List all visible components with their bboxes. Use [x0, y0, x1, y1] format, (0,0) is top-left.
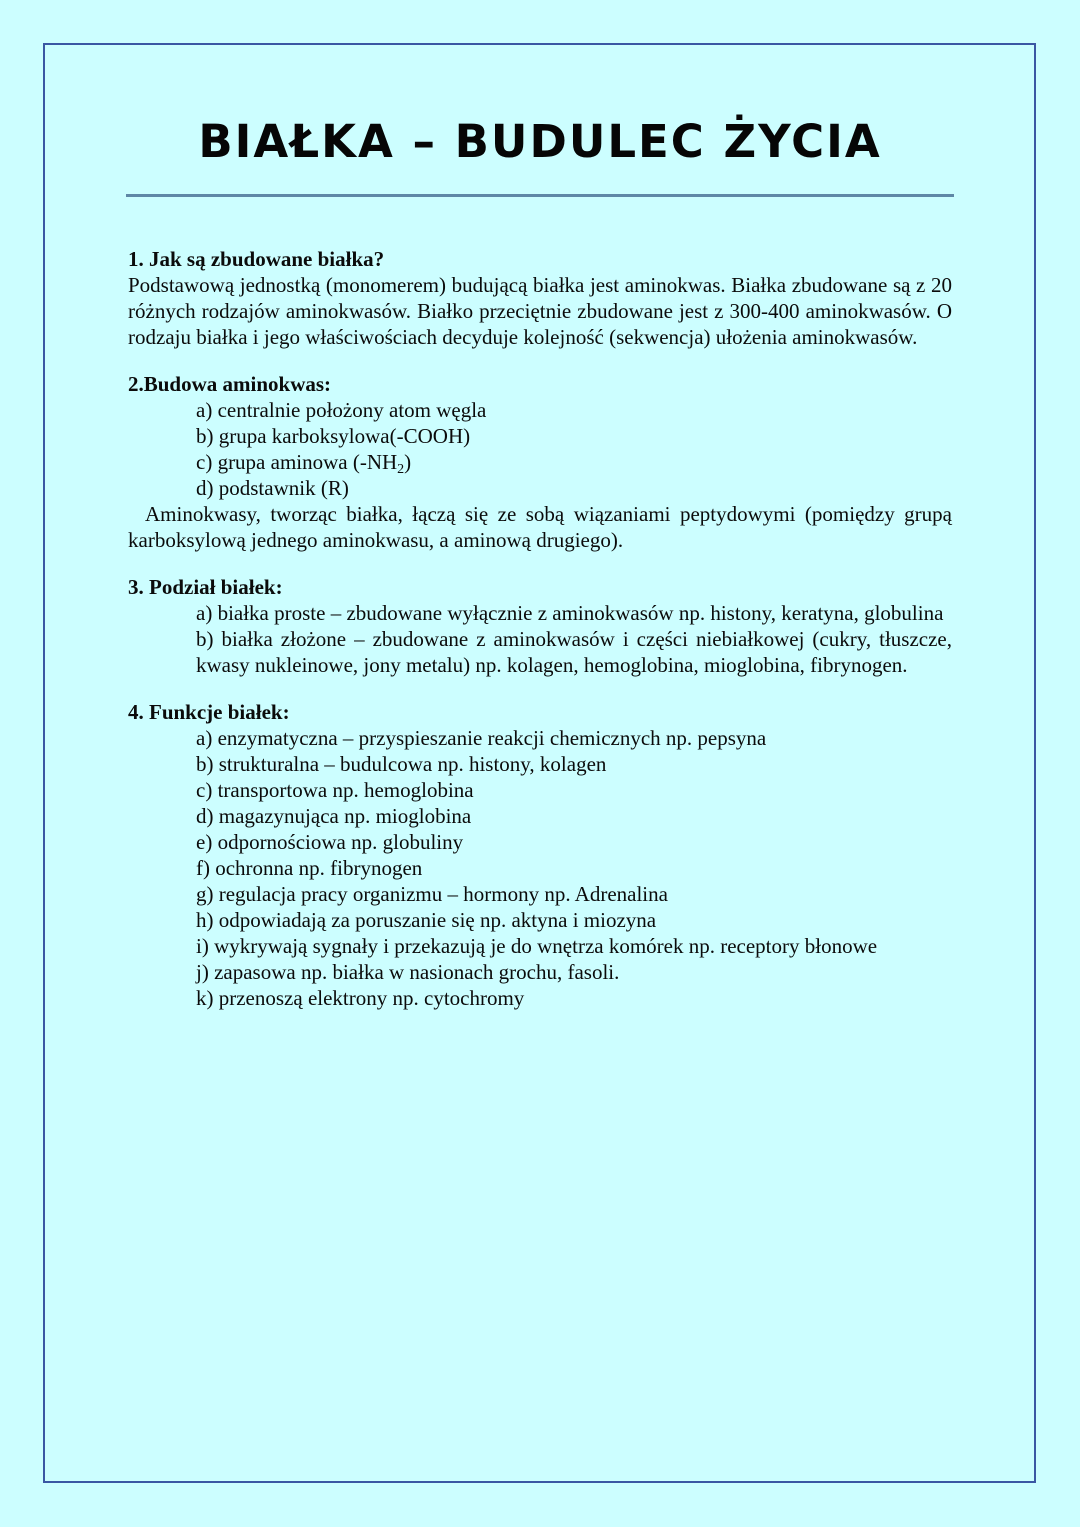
- list-item: e) odpornościowa np. globuliny: [196, 830, 464, 854]
- section-2-list: [128, 397, 952, 501]
- section-1-heading: 1. Jak są zbudowane białka?: [128, 247, 385, 271]
- list-item: b) grupa karboksylowa(-COOH): [196, 424, 471, 448]
- section-protein-classification: [128, 574, 952, 678]
- list-item: f) ochronna np. fibrynogen: [196, 856, 423, 880]
- list-item: k) przenoszą elektrony np. cytochromy: [196, 986, 525, 1010]
- list-item: b) strukturalna – budulcowa np. histony, kolagen: [196, 752, 607, 776]
- list-item: i) wykrywają sygnały i przekazują je do wnętrza komórek np. receptory błonowe: [196, 934, 878, 958]
- list-item: d) podstawnik (R): [196, 476, 349, 500]
- section-4-heading: 4. Funkcje białek:: [128, 700, 290, 724]
- section-2-heading: 2.Budowa aminokwas:: [128, 372, 332, 396]
- section-amino-acid-structure: [128, 371, 952, 553]
- list-item: a) białka proste – zbudowane wyłącznie z aminokwasów np. histony, keratyna, globulina: [196, 601, 944, 625]
- list-item: c) transportowa np. hemoglobina: [196, 778, 474, 802]
- list-item: g) regulacja pracy organizmu – hormony np. Adrenalina: [196, 882, 668, 906]
- list-item: d) magazynująca np. mioglobina: [196, 804, 472, 828]
- list-item: a) centralnie położony atom węgla: [196, 398, 487, 422]
- chemical-subscript: 2: [397, 462, 405, 477]
- list-item: h) odpowiadają za poruszanie się np. aktyna i miozyna: [196, 908, 657, 932]
- list-item: a) enzymatyczna – przyspieszanie reakcji chemicznych np. pepsyna: [196, 726, 767, 750]
- section-2-paragraph: Aminokwasy, tworząc białka, łączą się ze sobą wiązaniami peptydowymi (pomiędzy grupą karboksylową jednego aminokwasu, a aminową drugiego).: [128, 502, 952, 552]
- section-4-list: [128, 725, 952, 1011]
- list-item-text: ): [404, 450, 412, 474]
- section-protein-functions: [128, 699, 952, 1011]
- document-title: BIAŁKA – BUDULEC ŻYCIA: [198, 115, 882, 168]
- list-item: [128, 449, 952, 475]
- list-item-text: c) grupa aminowa (-NH: [196, 450, 398, 474]
- list-item: b) białka złożone – zbudowane z aminokwasów i części niebiałkowej (cukry, tłuszcze, kwasy nukleinowe, jony metalu) np. kolagen, hemoglobina, mioglobina, fibrynogen.: [196, 627, 952, 677]
- list-item: j) zapasowa np. białka w nasionach grochu, fasoli.: [196, 960, 620, 984]
- section-1-paragraph: Podstawową jednostką (monomerem) budującą białka jest aminokwas. Białka zbudowane są z 20 różnych rodzajów aminokwasów. Białko przeciętnie zbudowane jest z 300-400 aminokwasów. O rodzaju białka i jego właściwościach decyduje kolejność (sekwencja) ułożenia aminokwasów.: [128, 273, 952, 349]
- section-3-list: [128, 600, 952, 678]
- title-divider: [126, 194, 954, 197]
- section-structure: [128, 246, 952, 350]
- document-content: [128, 0, 952, 1011]
- section-3-heading: 3. Podział białek:: [128, 575, 283, 599]
